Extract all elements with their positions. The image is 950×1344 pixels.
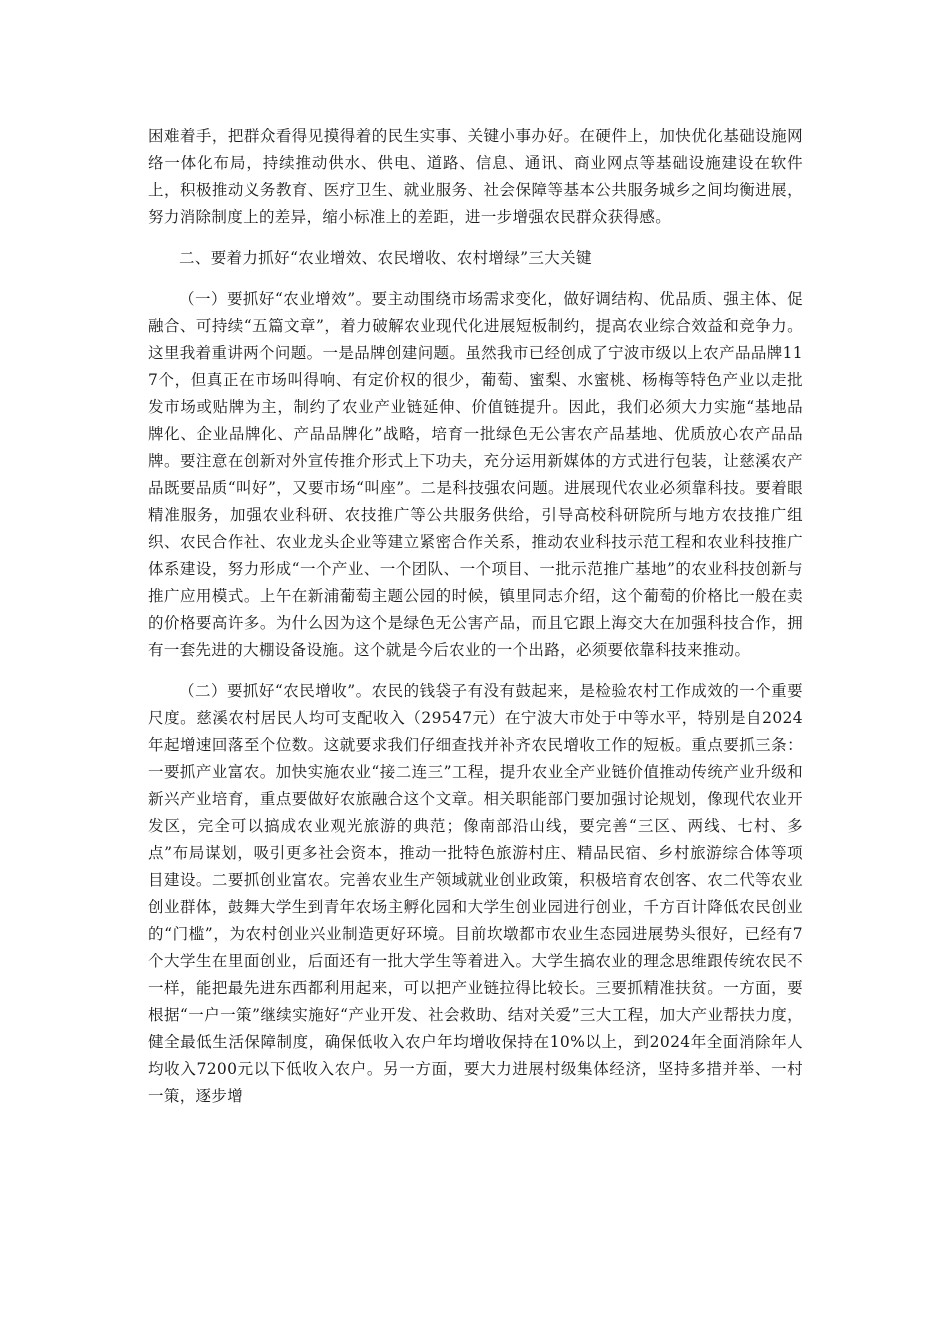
body-paragraph-farmer-income: （二）要抓好“农民增收”。农民的钱袋子有没有鼓起来，是检验农村工作成效的一个重要尺度。慈溪农村居民人均可支配收入（29547元）在宁波大市处于中等水平，特别是自2024年起增速回落至个位数。这就要求我们仔细查找并补齐农民增收工作的短板。重点要抓三条：一要抓产业富农。加快实施农业“接二连三”工程，提升农业全产业链价值推动传统产业升级和新兴产业培育，重点要做好农旅融合这个文章。相关职能部门要加强讨论规划，像现代农业开发区，完全可以搞成农业观光旅游的典范；像南部沿山线，要完善“三区、两线、七村、多点”布局谋划，吸引更多社会资本，推动一批特色旅游村庄、精品民宿、乡村旅游综合体等项目建设。二要抓创业富农。完善农业生产领域就业创业政策，积极培育农创客、农二代等农业创业群体，鼓舞大学生到青年农场主孵化园和大学生创业园进行创业，千方百计降低农民创业的“门槛”，为农村创业兴业制造更好环境。目前坎墩都市农业生态园进展势头很好，已经有7个大学生在里面创业，后面还有一批大学生等着进入。大学生搞农业的理念思维跟传统农民不一样，能把最先进东西都利用起来，可以把产业链拉得比较长。三要抓精准扶贫。一方面，要根据“一户一策”继续实施好“产业开发、社会救助、结对关爱”三大工程，加大产业帮扶力度，健全最低生活保障制度，确保低收入农户年均增收保持在10%以上，到2024年全面消除年人均收入7200元以下低收入农户。另一方面，要大力进展村级集体经济，坚持多措并举、一村一策，逐步增 — [148, 682, 803, 1105]
document-page — [148, 123, 803, 1110]
section-heading-2: 二、要着力抓好“农业增效、农民增收、农村增绿”三大关键 — [179, 249, 592, 267]
body-paragraph-agriculture-efficiency: （一）要抓好“农业增效”。要主动围绕市场需求变化，做好调结构、优品质、强主体、促融合、可持续“五篇文章”，着力破解农业现代化进展短板制约，提高农业综合效益和竞争力。这里我着重讲两个问题。一是品牌创建问题。虽然我市已经创成了宁波市级以上农产品品牌117个，但真正在市场叫得响、有定价权的很少，葡萄、蜜梨、水蜜桃、杨梅等特色产业以走批发市场或贴牌为主，制约了农业产业链延伸、价值链提升。因此，我们必须大力实施“基地品牌化、企业品牌化、产品品牌化”战略，培育一批绿色无公害农产品基地、优质放心农产品品牌。要注意在创新对外宣传推介形式上下功夫，充分运用新媒体的方式进行包装，让慈溪农产品既要品质“叫好”，又要市场“叫座”。二是科技强农问题。进展现代农业必须靠科技。要着眼精准服务，加强农业科研、农技推广等公共服务供给，引导高校科研院所与地方农技推广组织、农民合作社、农业龙头企业等建立紧密合作关系，推动农业科技示范工程和农业科技推广体系建设，努力形成“一个产业、一个团队、一个项目、一批示范推广基地”的农业科技创新与推广应用模式。上午在新浦葡萄主题公园的时候，镇里同志介绍，这个葡萄的价格比一般在卖的价格要高许多。为什么因为这个是绿色无公害产品，而且它跟上海交大在加强科技合作，拥有一套先进的大棚设备设施。这个就是今后农业的一个出路，必须要依靠科技来推动。 — [148, 290, 803, 659]
body-paragraph-1: 困难着手，把群众看得见摸得着的民生实事、关键小事办好。在硬件上，加快优化基础设施网络一体化布局，持续推动供水、供电、道路、信息、通讯、商业网点等基础设施建设在软件上，积极推动义务教育、医疗卫生、就业服务、社会保障等基本公共服务城乡之间均衡进展，努力消除制度上的差异，缩小标准上的差距，进一步增强农民群众获得感。 — [148, 127, 803, 226]
